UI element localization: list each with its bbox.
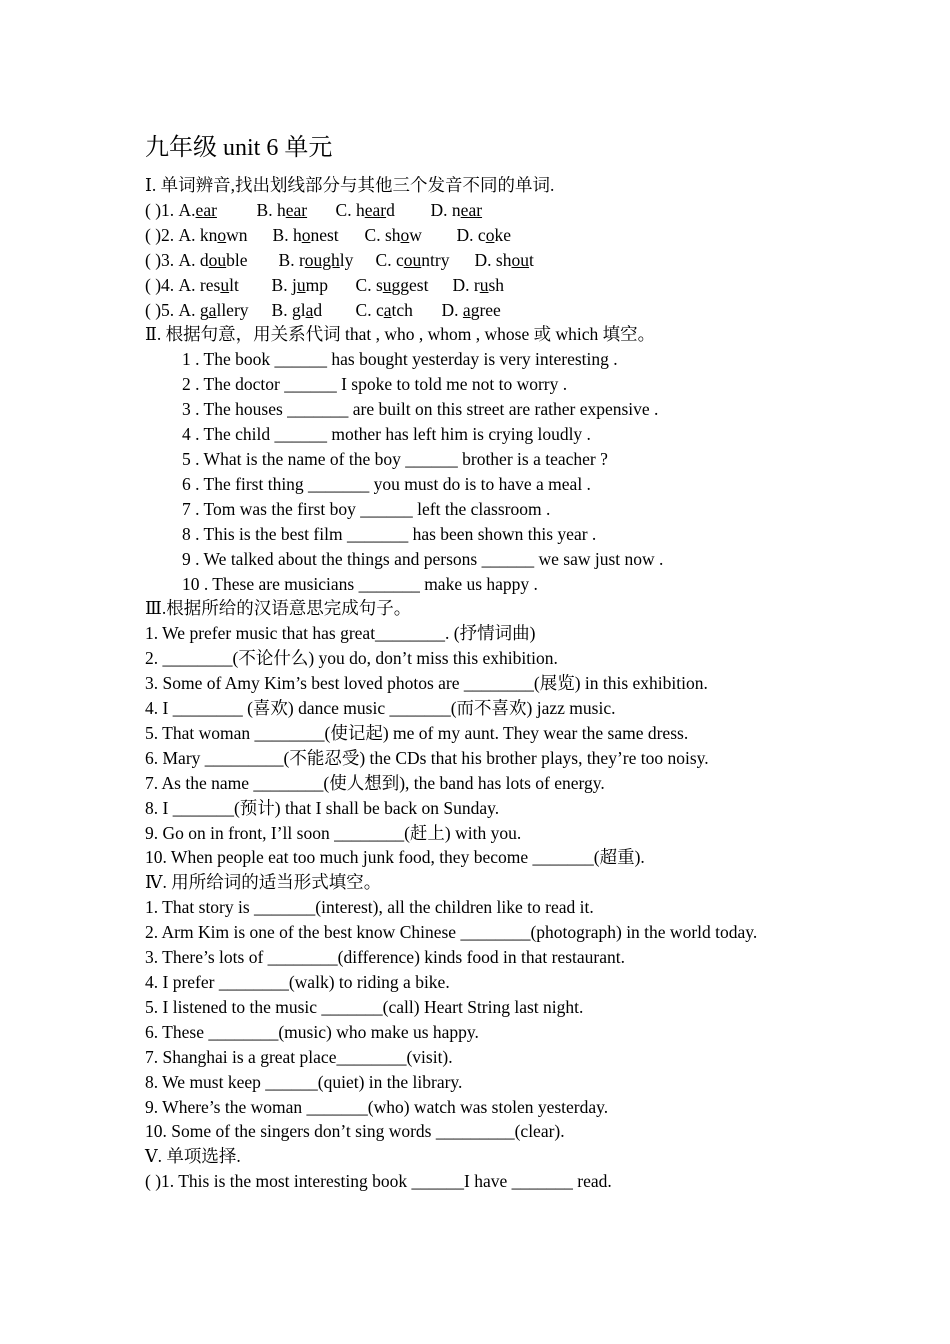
sentence-item: 1 . The book ______ has bought yesterday is very interesting . (182, 349, 618, 370)
option-text: c (395, 249, 404, 270)
option (356, 273, 453, 298)
option (376, 248, 475, 273)
option-text: h (276, 199, 286, 220)
sentence-item: 2 . The doctor ______ I spoke to told me not to worry . (182, 374, 568, 395)
option-text: c (375, 299, 384, 320)
option (272, 298, 356, 323)
part1-list (145, 198, 807, 323)
option-text: r (298, 249, 305, 270)
option-text: gree (470, 299, 501, 320)
option-text: ke (494, 224, 511, 245)
option-text: r (473, 274, 480, 295)
sentence-item: 2. ________(不论什么) you do, don’t miss this exhibition. (145, 648, 558, 669)
question-row (145, 248, 807, 273)
option-letter: B. (278, 249, 299, 270)
option-letter: B. (271, 299, 292, 320)
underlined-segment: o (400, 224, 410, 245)
option-text: d (313, 299, 323, 320)
sentence-item: 6. Mary _________(不能忍受) the CDs that his brother plays, they’re too noisy. (145, 747, 709, 768)
option-letter: D. (452, 274, 474, 295)
option (273, 223, 365, 248)
sentence-item: 10. When people eat too much junk food, they become _______(超重). (145, 847, 645, 868)
sentence-item: 2. Arm Kim is one of the best know Chinese ________(photograph) in the world today. (145, 922, 758, 943)
underlined-segment: a (208, 299, 217, 320)
option (356, 298, 442, 323)
underlined-segment: u (296, 274, 306, 295)
option-letter: D. (430, 199, 452, 220)
underlined-segment: a (305, 299, 314, 320)
worksheet-content (145, 128, 807, 1194)
option (431, 198, 483, 223)
option-letter: C. (364, 224, 385, 245)
option-text: t (528, 249, 534, 270)
sentence-item: 3 . The houses _______ are built on this street are rather expensive . (182, 399, 659, 420)
option-letter: A. (178, 249, 200, 270)
underlined-segment: o (217, 224, 227, 245)
option-text: c (477, 224, 486, 245)
sentence-item: 9. Where’s the woman _______(who) watch was stolen yesterday. (145, 1096, 609, 1117)
option-text: sh (495, 249, 512, 270)
part3-list (145, 621, 807, 870)
option-text: sh (384, 224, 401, 245)
underlined-segment: ou (208, 249, 227, 270)
underlined-segment: o (301, 224, 311, 245)
option-text: nest (310, 224, 339, 245)
option (257, 198, 336, 223)
option-text: n (451, 199, 461, 220)
option (179, 298, 272, 323)
option (457, 223, 511, 248)
option (179, 248, 279, 273)
option-letter: C. (355, 299, 376, 320)
option-letter: B. (271, 274, 292, 295)
part5-list (145, 1169, 807, 1194)
option-letter: A. (178, 274, 200, 295)
underlined-segment: ou (403, 249, 422, 270)
question-number: ( )3. (145, 249, 179, 270)
sentence-item: 7. Shanghai is a great place________(visit). (145, 1046, 453, 1067)
part3-heading: Ⅲ.根据所给的汉语意思完成句子。 (145, 598, 412, 619)
option (179, 273, 272, 298)
sentence-item: 7. As the name ________(使人想到), the band has lots of energy. (145, 772, 605, 793)
sentence-item: 10 . These are musicians _______ make us happy . (182, 573, 538, 594)
sentence-item: 1. We prefer music that has great________. (抒情词曲) (145, 623, 536, 644)
question-item: ( )1. This is the most interesting book ______I have _______ read. (145, 1171, 612, 1192)
sentence-item: 8 . This is the best film _______ has been shown this year . (182, 523, 597, 544)
option-text: wn (226, 224, 248, 245)
underlined-segment: a (462, 299, 471, 320)
option-text: res (199, 274, 221, 295)
option-text: llery (216, 299, 249, 320)
sentence-item: 4. I prefer ________(walk) to riding a bike. (145, 972, 450, 992)
question-row (145, 223, 807, 248)
option (179, 198, 257, 223)
sentence-item: 5. That woman ________(使记起) me of my aunt. They wear the same dress. (145, 722, 689, 743)
option-letter: A. (178, 224, 200, 245)
sentence-item: 4. I ________ (喜欢) dance music _______(而不喜欢) jazz music. (145, 698, 616, 719)
part2-list (145, 347, 807, 596)
option (442, 298, 501, 323)
option (279, 248, 376, 273)
underlined-segment: ough (304, 249, 340, 270)
part4-list (145, 895, 807, 1144)
option-text: ggest (391, 274, 429, 295)
option-letter: A. (178, 299, 200, 320)
option-text: ntry (421, 249, 450, 270)
sentence-item: 4 . The child ______ mother has left him is crying loudly . (182, 424, 591, 445)
question-number: ( )4. (145, 274, 179, 295)
option-letter: B. (256, 199, 277, 220)
sentence-item: 5 . What is the name of the boy ______ brother is a teacher ? (182, 448, 608, 469)
option (365, 223, 457, 248)
option-text: h (292, 224, 302, 245)
option-text: h (355, 199, 365, 220)
option-letter: D. (474, 249, 496, 270)
option-text: s (375, 274, 383, 295)
option-letter: A. (178, 199, 196, 220)
option-text: lt (229, 274, 239, 295)
option-text: ly (339, 249, 354, 270)
sentence-item: 3. There’s lots of ________(difference) kinds food in that restaurant. (145, 947, 625, 968)
underlined-segment: ear (364, 199, 387, 220)
option-text: ble (226, 249, 248, 270)
sentence-item: 6 . The first thing _______ you must do is to have a meal . (182, 473, 591, 494)
part4-heading: Ⅳ. 用所给词的适当形式填空。 (145, 872, 382, 893)
page-title: 九年级 unit 6 单元 (145, 135, 333, 161)
option-text: j (291, 274, 297, 295)
option-letter: D. (441, 299, 463, 320)
option-letter: C. (375, 249, 396, 270)
sentence-item: 10. Some of the singers don’t sing words _________(clear). (145, 1121, 565, 1142)
underlined-segment: ear (195, 199, 217, 220)
underlined-segment: o (485, 224, 495, 245)
question-row (145, 273, 807, 298)
option (272, 273, 356, 298)
sentence-item: 9. Go on in front, I’ll soon ________(赶上) with you. (145, 822, 522, 843)
part5-heading: Ⅴ. 单项选择. (145, 1146, 241, 1167)
sentence-item: 7 . Tom was the first boy ______ left the classroom . (182, 498, 551, 519)
option (453, 273, 505, 298)
sentence-item: 9 . We talked about the things and persons ______ we saw just now . (182, 548, 664, 569)
question-number: ( )5. (145, 299, 179, 320)
option-text: d (199, 249, 209, 270)
part1-heading: Ⅰ. 单词辨音,找出划线部分与其他三个发音不同的单词. (145, 175, 555, 195)
underlined-segment: ear (285, 199, 308, 220)
sentence-item: 8. I _______(预计) that I shall be back on Sunday. (145, 797, 500, 818)
option-text: mp (305, 274, 328, 295)
question-number: ( )2. (145, 224, 179, 245)
part2-heading: Ⅱ. 根据句意，用关系代词 that , who , whom , whose 或 which 填空。 (145, 324, 656, 345)
option-text: sh (488, 274, 505, 295)
sentence-item: 8. We must keep ______(quiet) in the library. (145, 1071, 463, 1092)
option (336, 198, 431, 223)
option-letter: B. (272, 224, 293, 245)
underlined-segment: ou (511, 249, 529, 270)
underlined-segment: u (220, 274, 230, 295)
option-letter: C. (335, 199, 356, 220)
question-number: ( )1. (145, 199, 179, 220)
option (179, 223, 273, 248)
option-text: w (409, 224, 422, 245)
option-text: d (386, 199, 395, 220)
sentence-item: 3. Some of Amy Kim’s best loved photos are ________(展览) in this exhibition. (145, 673, 708, 694)
option (475, 248, 534, 273)
underlined-segment: ear (460, 199, 483, 220)
underlined-segment: u (479, 274, 489, 295)
underlined-segment: u (382, 274, 392, 295)
sentence-item: 5. I listened to the music _______(call) Heart String last night. (145, 996, 584, 1017)
option-text: gl (291, 299, 306, 320)
option-letter: D. (456, 224, 478, 245)
option-text: kn (199, 224, 218, 245)
question-row (145, 298, 807, 323)
underlined-segment: a (383, 299, 392, 320)
option-text: g (199, 299, 209, 320)
option-text: tch (391, 299, 413, 320)
sentence-item: 1. That story is _______(interest), all the children like to read it. (145, 897, 594, 918)
question-row (145, 198, 807, 223)
option-letter: C. (355, 274, 376, 295)
sentence-item: 6. These ________(music) who make us happy. (145, 1021, 479, 1042)
